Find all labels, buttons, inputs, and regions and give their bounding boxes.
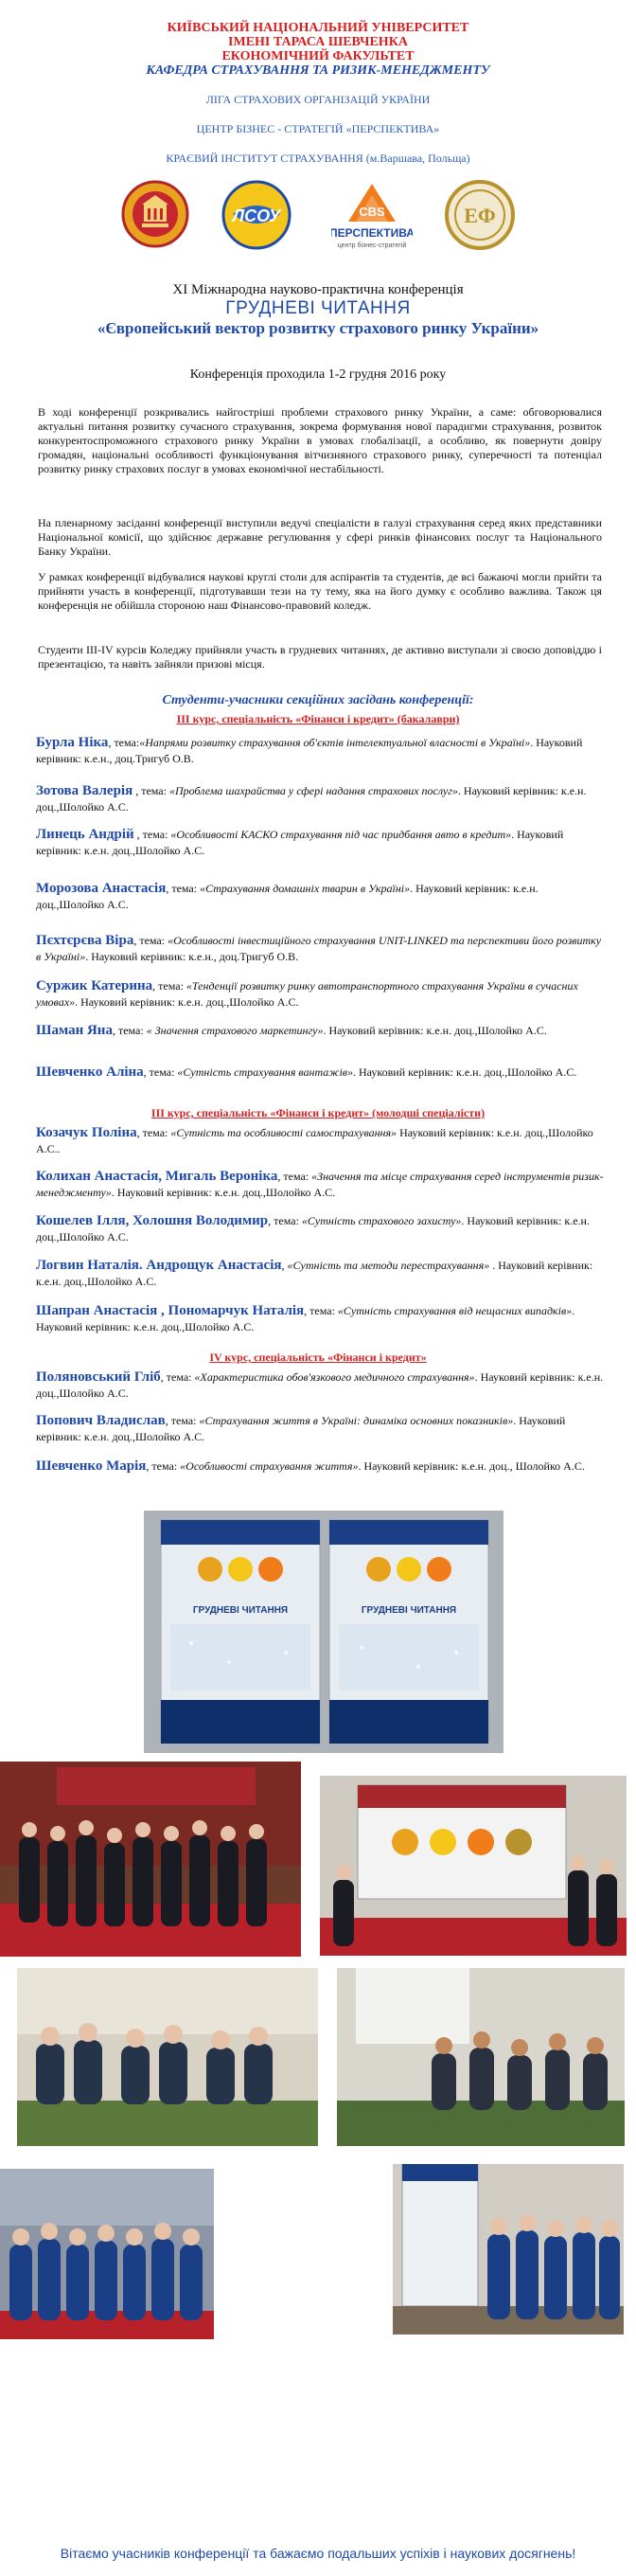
photo-seated-students <box>17 1968 318 2146</box>
participant-topic: «Тенденції розвитку ринку автотранспортного страхування України в сучасних умовах» <box>36 979 578 1009</box>
section-heading-2: ІІІ курс, спеціальність «Фінанси і кредит» (молодші спеціалісти) <box>150 1106 486 1119</box>
conference-dates: Конференція проходила 1-2 грудня 2016 року <box>189 367 447 382</box>
conference-theme: «Європейський вектор розвитку страхового ринку України» <box>97 319 539 337</box>
lsou-logo <box>220 180 293 255</box>
participant-name: Линець Андрій <box>36 827 134 842</box>
participant-entry <box>36 881 604 913</box>
participant-name: Поляновський Гліб <box>36 1369 161 1385</box>
participant-topic: «Особливості інвестиційного страхування UNIT-LINKED та перспективи його розвитку в Україні» <box>36 934 602 963</box>
entry-sep: , тема: <box>160 1370 195 1384</box>
header-faculty: ЕКОНОМІЧНИЙ ФАКУЛЬТЕТ <box>221 49 415 63</box>
participant-name: Козачук Поліна <box>36 1125 137 1140</box>
conference-title: XI Міжнародна науково-практична конференція <box>172 282 464 297</box>
participant-topic: «Сутність страхування від нещасних випадків» <box>337 1304 573 1317</box>
participant-supervisor: . Науковий керівник: к.е.н. доц.,Шолойко А.С. <box>323 1024 547 1037</box>
photo-conference-banners <box>144 1511 504 1753</box>
participant-supervisor: . Науковий керівник: к.е.н., доц.Тригуб О.В. <box>36 736 583 765</box>
participant-name: Колихан Анастасія, Мигаль Вероніка <box>36 1169 278 1184</box>
participant-topic: «Особливості КАСКО страхування під час придбання авто в кредит» <box>170 828 512 841</box>
header-university: КИЇВСЬКИЙ НАЦІОНАЛЬНИЙ УНІВЕРСИТЕТ <box>167 21 469 35</box>
photo-group-standing <box>0 2169 214 2339</box>
participant-name: Шапран Анастасія , Пономарчук Наталія <box>36 1303 305 1318</box>
photo-group-banner <box>393 2164 624 2334</box>
header-league: ЛІГА СТРАХОВИХ ОРГАНІЗАЦІЙ УКРАЇНИ <box>205 93 431 106</box>
ef-logo-text: ЕФ <box>464 204 496 227</box>
entry-sep: , тема: <box>268 1214 302 1227</box>
participant-entry <box>36 1413 604 1445</box>
entry-sep: , тема: <box>166 882 201 895</box>
banner-title-left: ГРУДНЕВІ ЧИТАННЯ <box>192 1605 289 1616</box>
header-department: КАФЕДРА СТРАХУВАННЯ ТА РИЗИК-МЕНЕДЖМЕНТУ <box>146 63 490 78</box>
economics-faculty-logo <box>445 180 515 255</box>
perspektyva-logo-sub: центр бізнес-стратегій <box>337 242 407 249</box>
participant-name: Логвин Наталія. Андрощук Анастасія <box>36 1258 282 1273</box>
participant-entry <box>36 1213 604 1245</box>
participant-supervisor: . Науковий керівник: к.е.н. доц.,Шолойко А.С. <box>75 995 299 1009</box>
participant-topic: «Напрями розвитку страхування об'єктів інтелектуальної власності в Україні» <box>139 736 531 749</box>
participant-topic: «Страхування життя в Україні: динаміка основних показників» <box>199 1414 514 1427</box>
participant-entry <box>36 1258 604 1290</box>
entry-sep: , <box>281 1259 288 1272</box>
participant-supervisor: . Науковий керівник: к.е.н. доц.,Шолойко А.С. <box>36 1370 604 1400</box>
participant-supervisor: . Науковий керівник: к.е.н. доц.,Шолойко А.С. <box>36 1259 593 1288</box>
perspektyva-logo <box>331 180 413 259</box>
participant-name: Шевченко Аліна <box>36 1064 144 1080</box>
participant-topic: « Значення страхового маркетингу» <box>146 1024 324 1037</box>
participant-supervisor: . Науковий керівник: к.е.н. доц.,Шолойко А.С. <box>36 1214 590 1243</box>
entry-sep: , тема: <box>143 1065 178 1079</box>
paragraph-4: Студенти ІІІ-ІV курсів Коледжу прийняли участь в грудневих читаннях, де активно виступали зі своєю доповіддю і презентацією, та навіть зайняли призові місця. <box>38 643 602 671</box>
participant-supervisor: . Науковий керівник: к.е.н. доц.,Шолойко А.С. <box>36 784 587 814</box>
entry-sep: , тема: <box>152 979 186 993</box>
entry-sep: , тема: <box>112 1024 147 1037</box>
participant-topic: «Проблема шахрайства у сфері надання страхових послуг» <box>168 784 458 797</box>
participant-topic: «Особливості страхування життя» <box>180 1459 359 1473</box>
entry-sep: , тема: <box>165 1414 200 1427</box>
logos-row <box>0 180 636 256</box>
participant-topic: «Сутність страхування вантажів» <box>177 1065 354 1079</box>
section-heading-1: ІІІ курс, спеціальність «Фінанси і кредит» (бакалаври) <box>176 712 460 725</box>
participant-name: Кошелев Ілля, Холошня Володимир <box>36 1213 269 1228</box>
participant-entry <box>36 1303 604 1335</box>
conference-title-block <box>0 282 636 338</box>
participant-supervisor: . Науковий керівник: к.е.н. доц.,Шолойко А.С. <box>353 1065 577 1079</box>
participant-topic: «Страхування домашніх тварин в Україні» <box>200 882 411 895</box>
participant-entry <box>36 1169 604 1201</box>
banner-title-right: ГРУДНЕВІ ЧИТАННЯ <box>361 1605 457 1616</box>
participant-name: Бурла Ніка <box>36 735 109 750</box>
paragraph-3: У рамках конференції відбувалися наукові круглі столи для аспірантів та студентів, де всі бажаючі могли прийти та прийняти участь в конференції, підготувавши тези на ту тему, яка на його думку є особливо важлива. Також ця конференція не обійшла стороною наш Фінансово-правовий коледж. <box>38 570 602 612</box>
participant-entry <box>36 1023 604 1039</box>
participant-supervisor: . Науковий керівник: к.е.н. доц.,Шолойко А.С. <box>36 828 564 857</box>
participant-topic: «Сутність та особливості самострахування» <box>170 1126 398 1139</box>
participant-entry <box>36 735 604 767</box>
entry-sep: , тема: <box>304 1304 338 1317</box>
perspektyva-logo-name: ПЕРСПЕКТИВА <box>331 226 413 240</box>
participant-entry <box>36 827 604 859</box>
photo-group-stage <box>0 1762 301 1957</box>
participant-entry <box>36 933 604 965</box>
entry-sep: , тема: <box>133 828 171 841</box>
header-institute: КРАЄВИЙ ІНСТИТУТ СТРАХУВАННЯ (м.Варшава, Польща) <box>166 152 470 165</box>
entry-sep: , тема: <box>146 1459 181 1473</box>
entry-sep: , тема: <box>132 784 169 797</box>
participant-name: Пєхтєрєва Віра <box>36 933 134 948</box>
entry-sep: , тема: <box>108 736 140 749</box>
lsou-logo-text: ЛСОУ <box>232 206 281 225</box>
entry-sep: , тема: <box>277 1170 312 1183</box>
participant-name: Суржик Катерина <box>36 978 153 993</box>
participant-entry <box>36 1369 604 1402</box>
cbs-logo-text: CBS <box>359 205 385 219</box>
header <box>0 21 636 166</box>
participant-supervisor: . Науковий керівник: к.е.н. доц.,Шолойко А.С. <box>36 882 539 911</box>
header-center: ЦЕНТР БІЗНЕС - СТРАТЕГІЙ «ПЕРСПЕКТИВА» <box>196 122 440 135</box>
participant-name: Шаман Яна <box>36 1023 113 1038</box>
footer-greeting: Вітаємо учасників конференції та бажаємо подальших успіхів і наукових досягнень! <box>60 2546 576 2561</box>
university-logo <box>121 180 189 253</box>
paragraph-1: В ході конференції розкривались найгостріші проблеми страхового ринку України, а саме: обговорювалися актуальні питання розвитку сучасного страхування, зокрема формування нової парадигми страхування, розвиток конкурентоспроможного страхового ринку України в умовах глобалізації, а особливо, як повернути довіру громадян, національні особливості функціонування вітчизняного страхового ринку, суперечності та потенціал розвитку ринку страхових послуг в умовах економічної нестабільності. <box>38 405 602 475</box>
participant-topic: «Сутність страхового захисту» <box>301 1214 462 1227</box>
participant-entry <box>36 978 604 1011</box>
participant-entry <box>36 783 604 815</box>
participant-supervisor: Науковий керівник: к.е.н. доц.,Шолойко А.С.. <box>36 1126 593 1155</box>
participant-supervisor: . Науковий керівник: к.е.н. доц.,Шолойко А.С. <box>36 1304 575 1333</box>
participant-name: Шевченко Марія <box>36 1458 147 1474</box>
participant-supervisor: . Науковий керівник: к.е.н. доц., Шолойко А.С. <box>358 1459 585 1473</box>
participant-supervisor: . Науковий керівник: к.е.н. доц.,Шолойко А.С. <box>111 1186 336 1199</box>
photo-audience <box>337 1968 625 2146</box>
section-heading-3: ІV курс, спеціальність «Фінанси і кредит» <box>209 1351 427 1364</box>
participant-supervisor: . Науковий керівник: к.е.н., доц.Тригуб О.В. <box>85 950 299 963</box>
participant-name: Зотова Валерія <box>36 783 133 798</box>
photo-hall-banner <box>320 1776 627 1956</box>
entry-sep: , тема: <box>133 934 168 947</box>
participant-topic: «Характеристика обов'язкового медичного страхування» <box>194 1370 475 1384</box>
participant-supervisor: . Науковий керівник: к.е.н. доц.,Шолойко А.С. <box>36 1414 566 1443</box>
participants-heading: Студенти-учасники секційних засідань конференції: <box>162 693 474 707</box>
participant-topic: «Сутність та методи перестрахування» <box>287 1259 490 1272</box>
participant-entry <box>36 1458 604 1475</box>
participant-name: Попович Владислав <box>36 1413 166 1428</box>
participant-topic: «Значення та місце страхування серед інструментів ризик-менеджменту» <box>36 1170 604 1199</box>
participant-entry <box>36 1064 604 1081</box>
participant-name: Морозова Анастасія <box>36 881 167 896</box>
header-university-name: ІМЕНІ ТАРАСА ШЕВЧЕНКА <box>228 35 408 49</box>
participant-entry <box>36 1125 604 1157</box>
conference-name: ГРУДНЕВІ ЧИТАННЯ <box>225 298 411 318</box>
entry-sep: , тема: <box>136 1126 171 1139</box>
paragraph-2: На пленарному засіданні конференції виступили ведучі спеціалісти в галузі страхування серед яких представники Національної комісії, що здійснює державне регулювання у сфері ринків фінансових послуг та Національного Банку України. <box>38 516 602 558</box>
